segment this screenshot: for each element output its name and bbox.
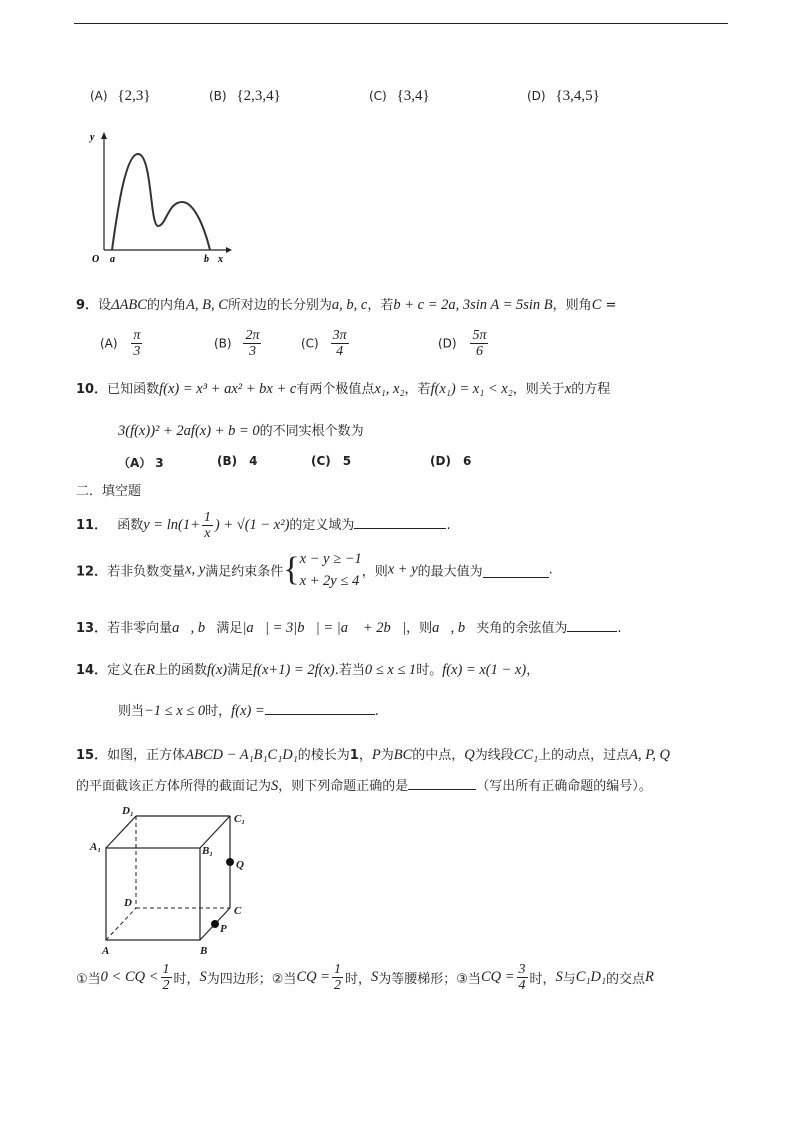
text: 时， <box>205 704 232 719</box>
text: 已知函数 <box>107 382 160 397</box>
question-15 <box>76 744 670 764</box>
text: 夹角的余弦值为 <box>476 621 568 636</box>
math: R <box>645 969 654 985</box>
function-graph-figure <box>86 126 236 266</box>
q8-option-a <box>90 88 151 105</box>
text: 1 <box>349 748 359 763</box>
math: x + y <box>387 561 418 578</box>
question-number: 15． <box>76 748 108 763</box>
front-face <box>106 848 200 940</box>
label-c1: C₁ <box>234 813 246 825</box>
text: 时。 <box>416 663 443 678</box>
text: 的内角 <box>146 298 186 313</box>
question-number: 10． <box>76 382 108 397</box>
option-value: 6 <box>462 454 472 468</box>
text: ，则角 <box>552 298 592 313</box>
text: 有两个极值点 <box>296 382 375 397</box>
edge-a1d1 <box>106 816 136 848</box>
text: . <box>446 518 451 533</box>
text: ， <box>358 748 372 763</box>
numerator: 3π <box>332 328 347 343</box>
point-q <box>226 858 234 866</box>
option-label: (C) <box>311 454 331 468</box>
text: （写出所有正确命题的编号）。 <box>476 779 652 794</box>
q9-option-a <box>100 328 144 359</box>
q10-option-a <box>118 454 164 471</box>
q9-option-d <box>438 328 490 359</box>
option-fraction <box>470 328 488 359</box>
text: 的方程 <box>571 382 611 397</box>
numerator: 1 <box>334 962 341 977</box>
text: 如图，正方体 <box>107 748 186 763</box>
numerator: 1 <box>203 510 211 525</box>
option-fraction <box>243 328 261 359</box>
math: b + c = 2a, 3sin A = 5sin B <box>393 297 553 313</box>
math: ) + √(1 − x²) <box>214 517 290 533</box>
answer-blank[interactable] <box>354 514 446 529</box>
text: ③当 <box>456 972 481 987</box>
q9-option-c <box>301 328 351 359</box>
math: f(x₁) = x₁ < x₂ <box>430 381 513 397</box>
text: 与 <box>562 972 576 987</box>
header-rule <box>74 23 728 24</box>
option-value: 3 <box>155 456 164 470</box>
option-label: （A） <box>118 456 152 470</box>
option-label: (A) <box>100 336 118 351</box>
math: ABCD − A₁B₁C₁D₁ <box>185 747 298 763</box>
y-axis-arrow <box>101 132 107 139</box>
text: 的平面截该正方体所得的截面记为 <box>76 779 272 794</box>
fraction <box>332 962 343 993</box>
section-heading: 二．填空题 <box>76 484 142 499</box>
option-value: {3,4,5} <box>555 88 600 104</box>
text: 满足约束条件 <box>205 564 284 580</box>
denominator: 4 <box>336 344 344 359</box>
denominator: 3 <box>133 344 141 359</box>
text: 为等腰梯形； <box>378 972 457 987</box>
math: Q <box>464 747 475 763</box>
label-b1: B₁ <box>202 845 214 857</box>
question-15-statements <box>76 962 654 993</box>
question-12 <box>76 548 553 592</box>
option-label: (D) <box>438 336 457 351</box>
option-value: {2,3,4} <box>236 88 281 104</box>
option-value: 4 <box>249 454 258 468</box>
y-label: y <box>90 132 95 143</box>
question-11 <box>76 510 451 541</box>
q10-option-c <box>311 454 351 468</box>
text: 的定义域为 <box>289 518 355 533</box>
question-13 <box>76 617 622 637</box>
text: 为 <box>380 748 394 763</box>
constraint-system <box>300 548 362 592</box>
text: ，若 <box>367 298 394 313</box>
question-10 <box>76 378 610 398</box>
math: −1 ≤ x ≤ 0 <box>144 703 206 719</box>
q10-option-d <box>430 454 471 468</box>
text: ，则 <box>361 564 388 580</box>
question-10-line2 <box>118 420 364 440</box>
edge-b1c1 <box>200 816 230 848</box>
label-p: P <box>220 923 227 935</box>
math: A, P, Q <box>629 747 670 763</box>
math: f(x+1) = 2f(x) <box>253 662 335 678</box>
text: ，则 <box>406 621 433 636</box>
point-p <box>211 920 219 928</box>
math: ΔABC <box>111 297 147 313</box>
text: 设 <box>98 298 112 313</box>
numerator: 3 <box>518 962 526 977</box>
answer-blank[interactable] <box>483 563 549 578</box>
constraint: x + 2y ≤ 4 <box>299 573 360 589</box>
text: ①当 <box>76 972 101 987</box>
text: .若当 <box>334 663 365 678</box>
option-value: {3,4} <box>396 88 430 104</box>
text: . <box>548 562 553 578</box>
math: a⃗, b⃗ <box>172 620 217 636</box>
math: f(x) = x(1 − x) <box>442 662 527 678</box>
text: 则当 <box>118 704 145 719</box>
math: x, y <box>185 561 206 578</box>
text: 若非负数变量 <box>107 564 186 580</box>
q8-option-d <box>527 88 600 105</box>
question-14-line2 <box>118 700 379 720</box>
math: CQ = <box>480 969 515 985</box>
math: C <box>591 297 602 313</box>
text: 函数 <box>117 518 144 533</box>
denominator: 3 <box>248 344 256 359</box>
option-value: 5 <box>342 454 352 468</box>
math: f(x) <box>206 662 228 678</box>
a-label: a <box>110 254 115 265</box>
label-a1: A₁ <box>90 841 102 853</box>
math: x <box>564 381 572 397</box>
fraction <box>161 962 172 993</box>
question-number: 11． <box>76 518 108 533</box>
label-b: B <box>200 945 208 957</box>
math: A, B, C <box>185 297 228 313</box>
label-d1: D₁ <box>122 805 134 817</box>
option-label: (C) <box>369 89 387 103</box>
math: S <box>555 969 563 985</box>
math: BC <box>393 747 413 763</box>
label-a: A <box>102 945 110 957</box>
option-label: (C) <box>301 336 319 351</box>
text: = <box>601 298 617 313</box>
x-label: x <box>218 254 223 265</box>
option-value: {2,3} <box>117 88 151 104</box>
text: ②当 <box>271 972 297 987</box>
math: 0 ≤ x ≤ 1 <box>364 662 417 678</box>
numerator: 1 <box>162 962 170 977</box>
text: 的不同实根个数为 <box>259 424 364 439</box>
answer-blank[interactable] <box>408 775 476 790</box>
text: . <box>374 704 379 719</box>
text: ，若 <box>404 382 431 397</box>
denominator: 4 <box>518 978 526 993</box>
system-brace: { <box>283 551 300 588</box>
text: 为线段 <box>474 748 514 763</box>
math: CQ = <box>296 969 330 985</box>
text: 的交点 <box>606 972 646 987</box>
question-9 <box>76 294 616 314</box>
option-fraction <box>331 328 349 359</box>
label-c: C <box>234 905 242 917</box>
q8-option-b <box>209 88 281 105</box>
math: R <box>146 662 155 678</box>
fraction <box>202 510 213 541</box>
text: 所对边的长分别为 <box>227 298 332 313</box>
text: 上的动点，过点 <box>538 748 630 763</box>
text: 定义在 <box>107 663 147 678</box>
text: ，则关于 <box>512 382 565 397</box>
math: y = ln(1+ <box>143 517 200 533</box>
text: . <box>617 621 622 636</box>
answer-blank[interactable] <box>265 700 375 715</box>
label-q: Q <box>236 859 244 871</box>
math: f(x) = x³ + ax² + bx + c <box>159 381 297 397</box>
x-axis-arrow <box>226 247 232 253</box>
denominator: x <box>204 526 211 541</box>
math: a, b, c <box>331 297 368 313</box>
question-number: 9． <box>76 298 99 313</box>
math: 3(f(x))² + 2af(x) + b = 0 <box>118 423 260 439</box>
denominator: 2 <box>334 978 341 993</box>
option-label: (B) <box>209 89 227 103</box>
question-number: 13． <box>76 621 108 636</box>
question-number: 14． <box>76 663 108 678</box>
math: CC₁ <box>513 747 539 763</box>
text: 的棱长为 <box>297 748 350 763</box>
option-label: (D) <box>430 454 451 468</box>
q10-option-b <box>217 454 257 468</box>
text: ， <box>526 663 540 678</box>
question-number: 12． <box>76 564 108 580</box>
math: S <box>199 969 207 985</box>
curve <box>112 154 210 250</box>
question-15-line2 <box>76 775 652 795</box>
text: 时， <box>345 972 372 987</box>
numerator: 5π <box>472 328 487 343</box>
math: |a⃗| = 3|b⃗| = |a⃗ + 2b⃗| <box>242 620 407 636</box>
math: C₁D₁ <box>575 969 607 985</box>
text: 若非零向量 <box>107 621 173 636</box>
option-fraction <box>131 328 142 359</box>
math: S <box>371 969 379 985</box>
math: P <box>371 747 381 763</box>
math: 0 < CQ < <box>100 969 159 985</box>
text: 为四边形； <box>206 972 272 987</box>
cube-figure <box>86 800 256 960</box>
denominator: 6 <box>475 344 483 359</box>
label-d: D <box>124 897 132 909</box>
math: f(x) = <box>231 703 265 719</box>
math: S <box>271 778 279 794</box>
text: 上的函数 <box>154 663 207 678</box>
text: 的中点， <box>412 748 465 763</box>
q9-option-b <box>214 328 263 359</box>
math: x₁, x₂ <box>374 381 405 397</box>
numerator: 2π <box>245 328 260 343</box>
option-label: (B) <box>214 336 232 351</box>
text: ，则下列命题正确的是 <box>278 779 409 794</box>
question-14 <box>76 659 539 679</box>
option-label: (D) <box>527 89 546 103</box>
option-label: (B) <box>217 454 238 468</box>
text: 满足 <box>216 621 243 636</box>
fraction <box>517 962 528 993</box>
text: 时， <box>529 972 556 987</box>
denominator: 2 <box>162 978 170 993</box>
numerator: π <box>133 328 141 343</box>
text: 时， <box>173 972 200 987</box>
option-label: (A) <box>90 89 108 103</box>
q8-option-c <box>369 88 430 105</box>
b-label: b <box>204 254 209 265</box>
origin-label: O <box>92 254 100 265</box>
constraint: x − y ≥ −1 <box>299 551 362 567</box>
text: 满足 <box>227 663 254 678</box>
hidden-edge-ad <box>106 908 136 940</box>
text: 的最大值为 <box>417 564 483 580</box>
answer-blank[interactable] <box>567 617 617 632</box>
math: a⃗, b⃗ <box>432 620 477 636</box>
